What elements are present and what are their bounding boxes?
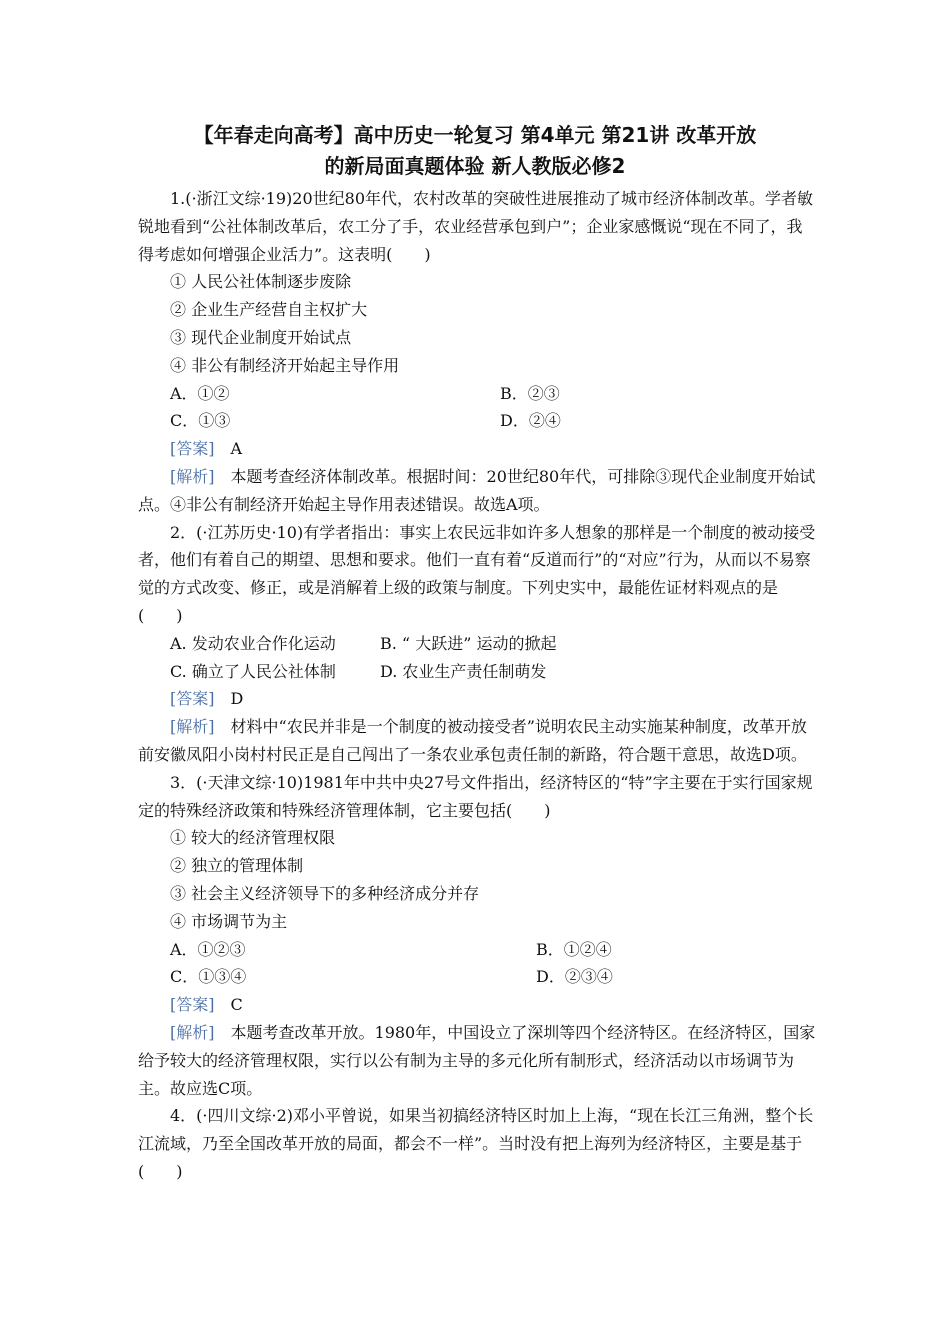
q1-analysis [138,463,818,519]
q1-answer [138,435,818,463]
q2-option-a: A. 发动农业合作化运动 [170,633,336,653]
q3-option-c: C．①③④ [170,967,247,987]
title-line-2: 的新局面真题体验 新人教版必修2 [324,154,626,178]
q1-option-d: D．②④ [500,411,561,431]
q3-stem: 3．(·天津文综·10)1981年中共中央27号文件指出，经济特区的“特”字主要在于实行国家规定的特殊经济政策和特殊经济管理体制，它主要包括( ) [138,772,813,820]
q3-options-row-1 [138,936,818,964]
analysis-label: [解析] [170,466,215,486]
q3-option-b: B．①②④ [536,939,612,959]
q2-analysis [138,713,818,769]
q2-answer-value: D [230,689,244,709]
q3-analysis [138,1019,818,1102]
q2-stem: 2．(·江苏历史·10)有学者指出：事实上农民远非如许多人想象的那样是一个制度的被动接受者，他们有着自己的期望、思想和要求。他们一直有着“反道而行”的“对应”行为，从而以不易察觉的方式改变、修正，或是消解着上级的政策与制度。下列史实中，最能佐证材料观点的是( ) [138,522,816,625]
q4-stem: 4．(·四川文综·2)邓小平曾说，如果当初搞经济特区时加上上海，“现在长江三角洲，整个长江流域，乃至全国改革开放的局面，都会不一样”。当时没有把上海列为经济特区，主要是基于( ) [138,1106,814,1181]
q1-option-a: A．①② [170,383,230,403]
answer-label: [答案] [170,995,215,1015]
q3-option-a: A．①②③ [170,939,246,959]
q3-item-2: ② 独立的管理体制 [170,856,304,876]
document-title [120,120,830,182]
q3-item-4: ④ 市场调节为主 [170,911,288,931]
q3-item-1: ① 较大的经济管理权限 [170,828,336,848]
title-line-1: 【年春走向高考】高中历史一轮复习 第4单元 第21讲 改革开放 [193,123,757,147]
q2-options-row-2 [138,658,818,686]
analysis-label: [解析] [170,717,215,737]
answer-label: [答案] [170,689,215,709]
q2-options-row-1 [138,630,818,658]
q2-option-b: B. “ 大跃进” 运动的掀起 [380,633,557,653]
q3-options-row-2 [138,963,818,991]
q1-options-row-1 [138,380,818,408]
q3-analysis-text: 本题考查改革开放。1980年，中国设立了深圳等四个经济特区。在经济特区，国家给予较大的经济管理权限，实行以公有制为主导的多元化所有制形式，经济活动以市场调节为主。故应选C项。 [138,1022,816,1098]
q3-answer-value: C [230,995,243,1015]
q1-options-row-2 [138,407,818,435]
answer-label: [答案] [170,439,215,459]
q3-answer [138,991,818,1019]
q2-analysis-text: 材料中“农民并非是一个制度的被动接受者”说明农民主动实施某种制度，改革开放前安徽凤阳小岗村村民正是自己闯出了一条农业承包责任制的新路，符合题干意思，故选D项。 [138,717,807,764]
q2-option-c: C. 确立了人民公社体制 [170,661,336,681]
q2-option-d: D. 农业生产责任制萌发 [380,661,547,681]
question-list [138,185,818,1186]
q2-answer [138,685,818,713]
q1-item-4: ④ 非公有制经济开始起主导作用 [170,355,400,375]
q1-stem: 1.(·浙江文综·19)20世纪80年代，农村改革的突破性进展推动了城市经济体制改革。学者敏锐地看到“公社体制改革后，农工分了手，农业经营承包到户”；企业家感慨说“现在不同了，我得考虑如何增强企业活力”。这表明( ) [138,189,814,264]
q1-answer-value: A [230,439,243,459]
q1-item-3: ③ 现代企业制度开始试点 [170,327,352,347]
q3-item-3: ③ 社会主义经济领导下的多种经济成分并存 [170,883,480,903]
q1-option-b: B．②③ [500,383,560,403]
q1-item-2: ② 企业生产经营自主权扩大 [170,300,368,320]
q1-item-1: ① 人民公社体制逐步废除 [170,272,352,292]
q1-analysis-text: 本题考查经济体制改革。根据时间：20世纪80年代，可排除③现代企业制度开始试点。④非公有制经济开始起主导作用表述错误。故选A项。 [138,466,816,514]
q1-option-c: C．①③ [170,411,231,431]
q3-option-d: D．②③④ [536,967,613,987]
analysis-label: [解析] [170,1022,215,1042]
